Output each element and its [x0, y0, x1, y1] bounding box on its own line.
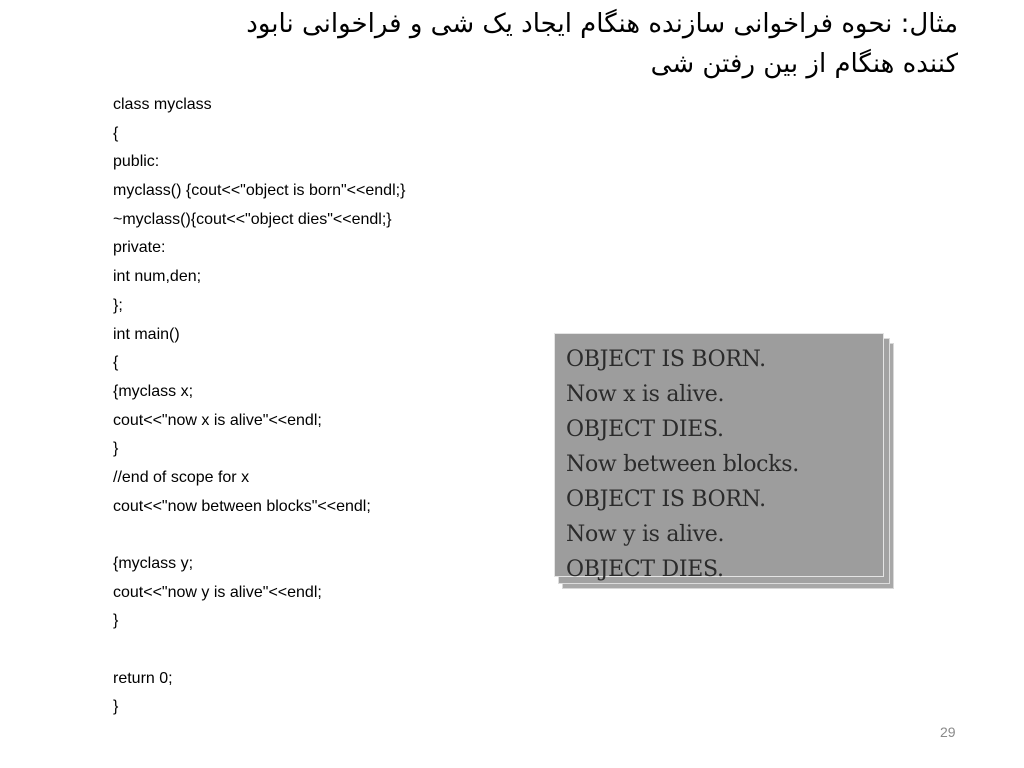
code-line: cout<<"now between blocks"<<endl; — [113, 497, 371, 515]
code-line: { — [113, 124, 119, 142]
code-line: {myclass x; — [113, 382, 194, 400]
code-line: myclass() {cout<<"object is born"<<endl;} — [113, 182, 406, 200]
program-output — [554, 333, 892, 587]
code-line: cout<<"now x is alive"<<endl; — [113, 411, 322, 429]
output-line: OBJECT IS BORN. — [566, 487, 766, 512]
output-console — [554, 333, 884, 582]
output-line: Now between blocks. — [566, 452, 799, 477]
output-line: Now y is alive. — [566, 522, 725, 547]
code-line: public: — [113, 153, 160, 171]
code-line: cout<<"now y is alive"<<endl; — [113, 583, 322, 601]
page-number: 29 — [940, 724, 956, 740]
title-line: کننده هنگام از بین رفتن شی — [650, 49, 958, 79]
code-line: return 0; — [113, 669, 173, 687]
code-line: class myclass — [113, 96, 212, 113]
output-line: OBJECT DIES. — [566, 417, 724, 442]
code-line: ~myclass(){cout<<"object dies"<<endl;} — [113, 210, 392, 228]
code-line: {myclass y; — [113, 555, 194, 572]
code-line — [113, 521, 533, 550]
code-line: //end of scope for x — [113, 468, 250, 486]
output-line: Now x is alive. — [566, 382, 725, 407]
code-line: } — [113, 440, 119, 458]
code-line — [113, 636, 533, 665]
code-line: { — [113, 354, 119, 372]
title-line: مثال: نحوه فراخوانی سازنده هنگام ایجاد یک شی و فراخوانی نابود — [246, 9, 958, 39]
code-line: int num,den; — [113, 268, 202, 286]
code-listing — [113, 91, 533, 722]
code-line: int main() — [113, 325, 180, 343]
code-line: } — [113, 612, 119, 630]
code-line: private: — [113, 239, 166, 257]
output-line: OBJECT DIES. — [566, 557, 724, 582]
slide-title — [98, 4, 958, 84]
code-line: } — [113, 698, 119, 716]
output-line: OBJECT IS BORN. — [566, 347, 766, 372]
code-line: }; — [113, 296, 123, 314]
